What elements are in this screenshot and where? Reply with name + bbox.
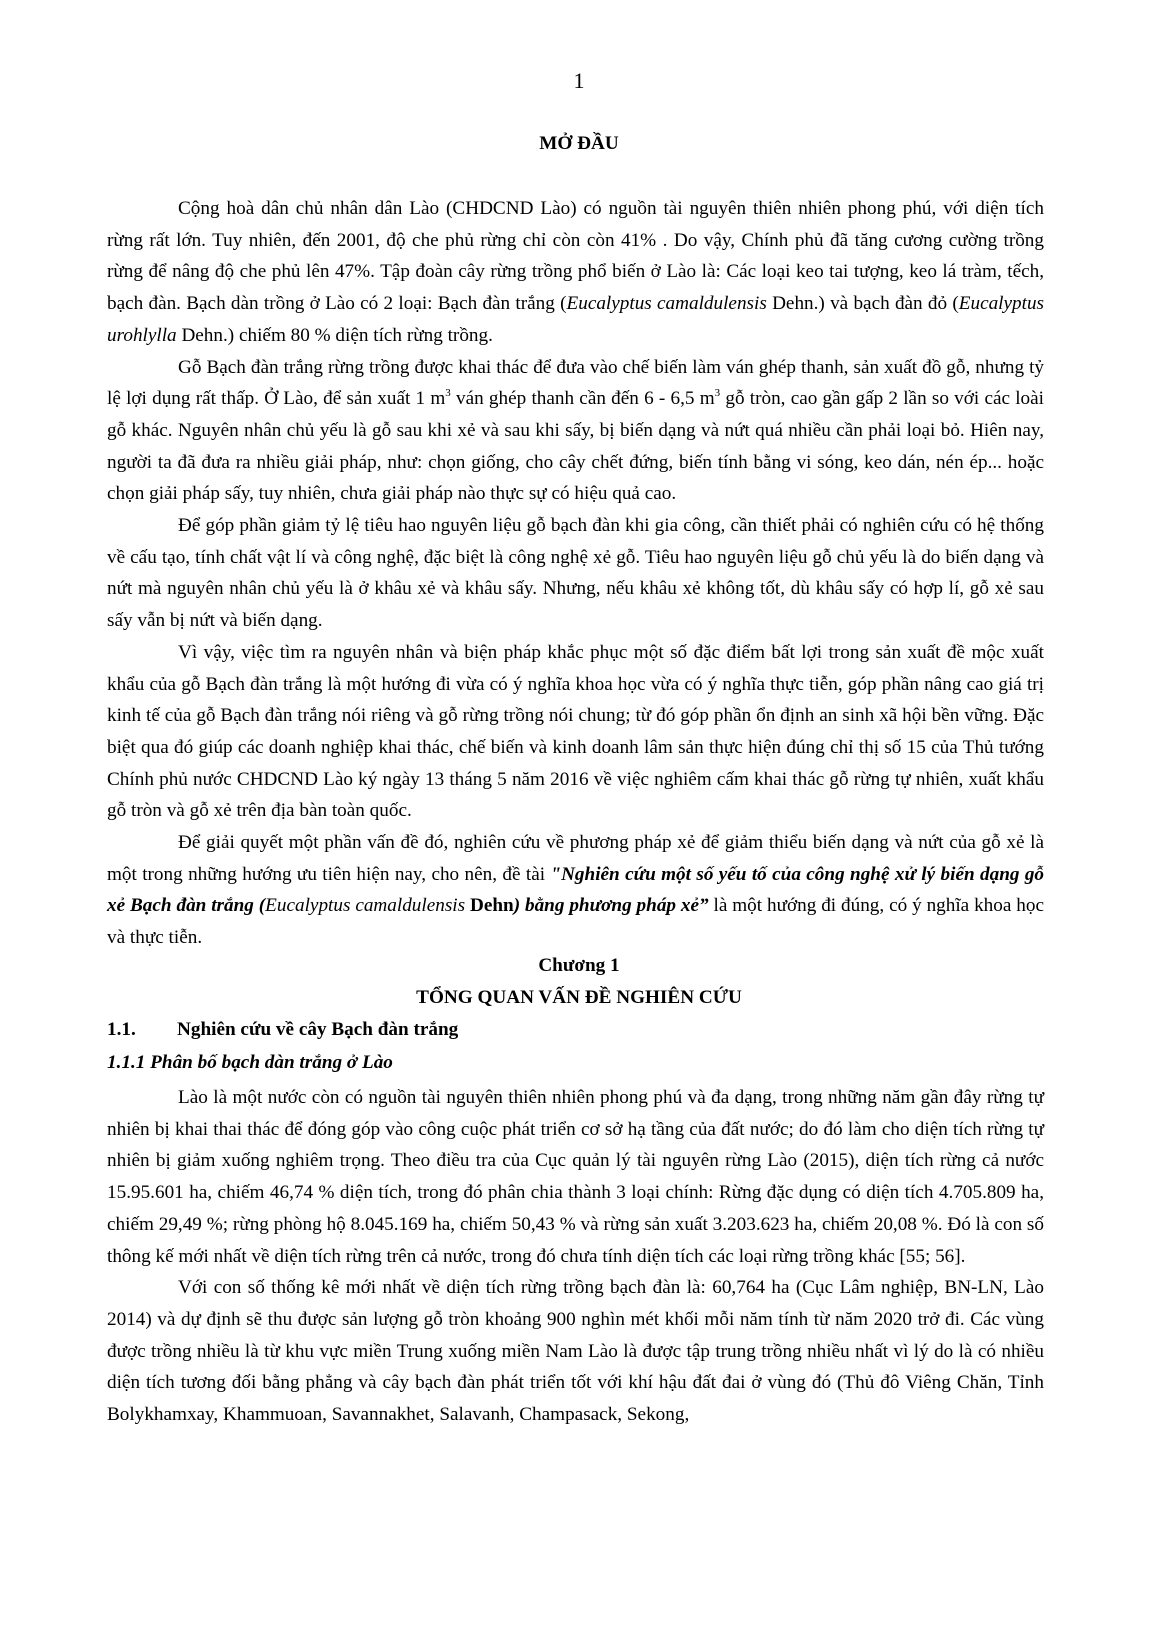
paragraph: Để góp phần giảm tỷ lệ tiêu hao nguyên liệu gỗ bạch đàn khi gia công, cần thiết phải có nghiên cứu có hệ thống về cấu tạo, tính chất vật lí và công nghệ, đặc biệt là công nghệ xẻ gỗ. Tiêu hao nguyên liệu gỗ chủ yếu là do biến dạng và nứt mà nguyên nhân chủ yếu là ở khâu xẻ và khâu sấy. Nhưng, nếu khâu xẻ không tốt, dù khâu sấy có hợp lí, gỗ xẻ sau sấy vẫn bị nứt và biến dạng. [107, 515, 1044, 632]
paragraph: Với con số thống kê mới nhất về diện tích rừng trồng bạch đàn là: 60,764 ha (Cục Lâm nghiệp, BN-LN, Lào 2014) và dự định sẽ thu được sản lượng gỗ tròn khoảng 900 nghìn mét khối mỗi năm tính từ năm 2020 trở đi. Các vùng được trồng nhiều là từ khu vực miền Trung xuống miền Nam Lào là được tập trung trồng nhiều nhất vì lý do là có nhiều diện tích tương đối bằng phẳng và cây bạch đàn phát triển tốt với khí hậu đất đai ở vùng đó (Thủ đô Viêng Chăn, Tỉnh Bolykhamxay, Khammuoan, Savannakhet, Salavanh, Champasack, Sekong, [107, 1277, 1044, 1426]
chapter-label: Chương 1 [538, 955, 620, 976]
thesis-title: "Nghiên cứu một số yếu tố của công nghệ xử lý biến dạng gỗ xẻ Bạch đàn trắng ( [107, 863, 1045, 917]
section-title: Nghiên cứu về cây Bạch đàn trắng [177, 1019, 459, 1040]
paragraph: Lào là một nước còn có nguồn tài nguyên thiên nhiên phong phú và đa dạng, trong những năm gần đây rừng tự nhiên bị khai thai thác để đóng góp vào công cuộc phát triển cơ sở hạ tầng của đất nước; do đó làm cho diện tích rừng tự nhiên bị giảm xuống nghiêm trọng. Theo điều tra của Cục quản lý tài nguyên rừng Lào (2015), diện tích rừng cả nước 15.95.601 ha, chiếm 46,74 % diện tích, trong đó phân chia thành 3 loại chính: Rừng đặc dụng có diện tích 4.705.809 ha, chiếm 29,49 %; rừng phòng hộ 8.045.169 ha, chiếm 50,43 % và rừng sản xuất 3.203.623 ha, chiếm 20,08 %. Đó là con số thông kế mới nhất về diện tích rừng trên cả nước, trong đó chưa tính diện tích các loại rừng trồng khác [55; 56]. [107, 1087, 1044, 1267]
species-name: Eucalyptus camaldulensis [566, 293, 767, 315]
paragraph: Vì vậy, việc tìm ra nguyên nhân và biện pháp khắc phục một số đặc điểm bất lợi trong sản xuất đề mộc xuất khẩu của gỗ Bạch đàn trắng là một hướng đi vừa có ý nghĩa khoa học vừa có ý nghĩa thực tiễn, góp phần nâng cao giá trị kinh tế của gỗ Bạch đàn trắng nói riêng và gỗ rừng trồng nói chung; từ đó góp phần ổn định an sinh xã hội bền vững. Đặc biệt qua đó giúp các doanh nghiệp khai thác, chế biến và kinh doanh lâm sản thực hiện đúng chỉ thị số 15 của Thủ tướng Chính phủ nước CHDCND Lào ký ngày 13 tháng 5 năm 2016 về việc nghiêm cấm khai thác gỗ rừng tự nhiên, xuất khẩu gỗ tròn và gỗ xẻ trên địa bàn toàn quốc. [107, 641, 1044, 822]
section-number: 1.1. [107, 1019, 136, 1040]
body-text [107, 1082, 1044, 1431]
section-heading [107, 1019, 458, 1041]
species-name: Eucalyptus urohlylla [107, 293, 1045, 346]
paragraph: Cộng hoà dân chủ nhân dân Lào (CHDCND Lào) có nguồn tài nguyên thiên nhiên phong phú, với diện tích rừng rất lớn. Tuy nhiên, đến 2001, độ che phủ rừng chỉ còn còn 41% . Do vậy, Chính phủ đã tăng cương cường trồng rừng để nâng độ che phủ lên 47%. Tập đoàn cây rừng trồng phổ biến ở Lào là: Các loại keo tai tượng, keo lá tràm, tếch, bạch đàn. Bạch dàn trồng ở Lào có 2 loại: Bạch đàn trắng (Eucalyptus camaldulensis Dehn.) và bạch đàn đỏ (Eucalyptus urohlylla Dehn.) chiếm 80 % diện tích rừng trồng. [107, 198, 1045, 346]
intro-text [107, 193, 1044, 954]
chapter-title: TỔNG QUAN VẤN ĐỀ NGHIÊN CỨU [416, 987, 742, 1008]
intro-title: MỞ ĐẦU [539, 133, 619, 154]
paragraph: Để giải quyết một phần vấn đề đó, nghiên cứu về phương pháp xẻ để giảm thiểu biến dạng và nứt của gỗ xẻ là một trong những hướng ưu tiên hiện nay, cho nên, đề tài "Nghiên cứu một số yếu tố của công nghệ xử lý biến dạng gỗ xẻ Bạch đàn trắng (Eucalyptus camaldulensis Dehn) bằng phương pháp xẻ” là một hướng đi đúng, có ý nghĩa khoa học và thực tiễn. [107, 832, 1045, 949]
page-number: 1 [573, 68, 585, 93]
subsection-heading: 1.1.1 Phân bố bạch dàn trắng ở Lào [107, 1052, 393, 1073]
paragraph: Gỗ Bạch đàn trắng rừng trồng được khai thác để đưa vào chế biến làm ván ghép thanh, sản xuất đồ gỗ, nhưng tỷ lệ lợi dụng rất thấp. Ở Lào, để sản xuất 1 $m^3$ ván ghép thanh cần đến 6 - 6,5 $m^3$ gỗ tròn, cao gần gấp 2 lần so với các loài gỗ khác. Nguyên nhân chủ yếu là gỗ sau khi xẻ và sau khi sấy, bị biến dạng và nứt quá nhiều cần phải loại bỏ. Hiên nay, người ta đã đưa ra nhiều giải pháp, như: chọn giống, cho cây chết đứng, biến tính bằng vi sóng, keo dán, nén ép... hoặc chọn giải pháp sấy, tuy nhiên, chưa giải pháp nào thực sự có hiệu quả cao. [107, 356, 1044, 505]
